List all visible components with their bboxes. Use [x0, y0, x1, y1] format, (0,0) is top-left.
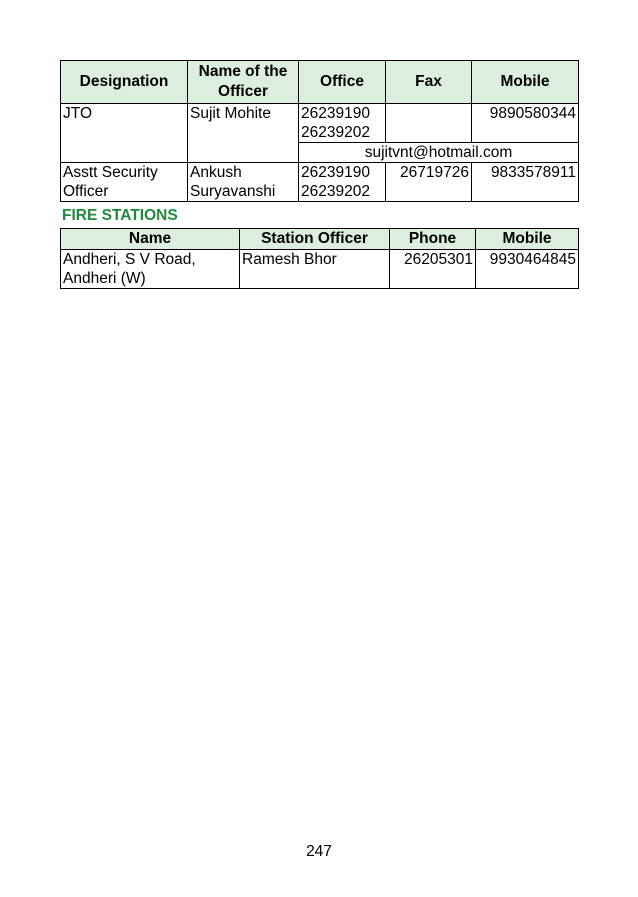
- page-number: 247: [306, 843, 332, 860]
- office-number: 26239202: [301, 183, 370, 200]
- officers-contact-table: [60, 60, 579, 202]
- cell-fax: 26719726: [386, 163, 472, 202]
- header-station-officer: Station Officer: [240, 229, 390, 250]
- cell-designation: JTO: [61, 104, 188, 163]
- cell-designation: Asstt Security Officer: [61, 163, 188, 202]
- table-row: [61, 163, 579, 202]
- header-fax: Fax: [386, 61, 472, 104]
- cell-mobile: 9930464845: [476, 250, 579, 289]
- cell-fax: [386, 104, 472, 143]
- table-row: [61, 250, 579, 289]
- cell-station-officer: Ramesh Bhor: [240, 250, 390, 289]
- fire-stations-table: [60, 228, 579, 289]
- table-header-row: [61, 229, 579, 250]
- office-number: 26239190: [301, 105, 370, 122]
- table-header-row: [61, 61, 579, 104]
- table-row: [61, 104, 579, 143]
- cell-mobile: 9890580344: [472, 104, 579, 143]
- cell-office: [299, 163, 386, 202]
- header-name: Name: [61, 229, 240, 250]
- cell-office: [299, 104, 386, 143]
- cell-phone: 26205301: [390, 250, 476, 289]
- cell-mobile: 9833578911: [472, 163, 579, 202]
- header-mobile: Mobile: [472, 61, 579, 104]
- office-number: 26239190: [301, 164, 370, 181]
- cell-officer-name: Ankush Suryavanshi: [188, 163, 299, 202]
- office-number: 26239202: [301, 124, 370, 141]
- header-office: Office: [299, 61, 386, 104]
- cell-officer-name: Sujit Mohite: [188, 104, 299, 163]
- cell-email: sujitvnt@hotmail.com: [299, 143, 579, 163]
- cell-station-name: Andheri, S V Road, Andheri (W): [61, 250, 240, 289]
- header-officer-name: Name of the Officer: [188, 61, 299, 104]
- section-title-fire-stations: FIRE STATIONS: [62, 207, 178, 224]
- header-phone: Phone: [390, 229, 476, 250]
- header-designation: Designation: [61, 61, 188, 104]
- header-mobile: Mobile: [476, 229, 579, 250]
